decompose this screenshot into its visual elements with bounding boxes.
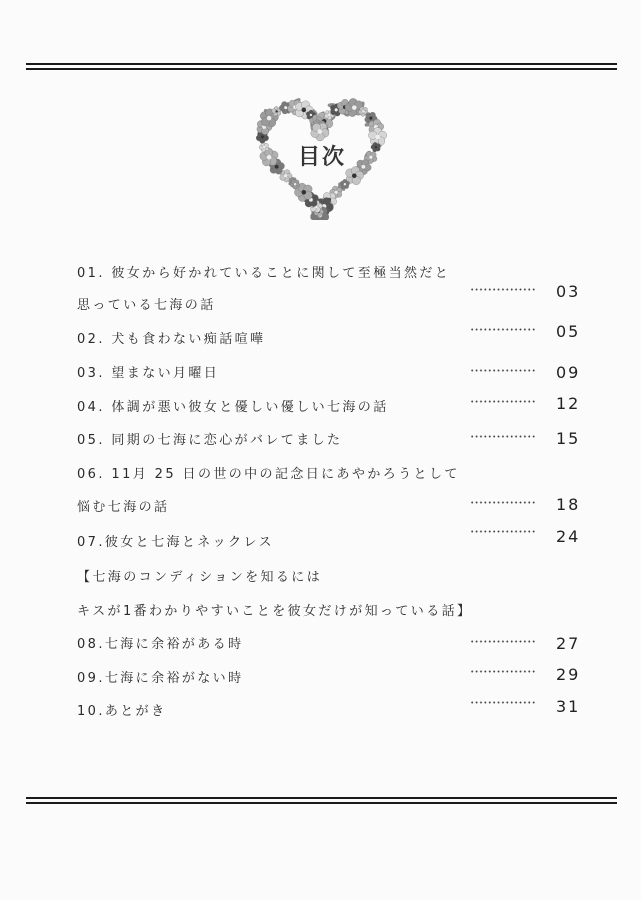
toc-entry-08[interactable]: 08.七海に余裕がある時 <box>77 637 244 652</box>
leader-dots <box>470 640 536 643</box>
leader-dots <box>470 530 536 533</box>
toc-page-07: 24 <box>556 527 581 546</box>
leader-dots <box>470 369 536 372</box>
toc-page-04: 12 <box>556 394 581 413</box>
toc-entry-03[interactable]: 03. 望まない月曜日 <box>77 366 220 381</box>
toc-entry-06-line2[interactable]: 悩む七海の話 <box>77 500 170 515</box>
toc-entry-04[interactable]: 04. 体調が悪い彼女と優しい優しい七海の話 <box>77 400 389 415</box>
leader-dots <box>470 701 536 704</box>
top-double-rule <box>26 63 617 70</box>
toc-page-05: 15 <box>556 429 581 448</box>
bottom-double-rule <box>26 797 617 804</box>
toc-page-09: 29 <box>556 665 581 684</box>
leader-dots <box>470 670 536 673</box>
toc-entry-01-line2[interactable]: 思っている七海の話 <box>77 298 216 313</box>
leader-dots <box>470 400 536 403</box>
toc-page-10: 31 <box>556 697 581 716</box>
toc-page-08: 27 <box>556 634 581 653</box>
wreath-flower <box>311 123 329 141</box>
toc-entry-02[interactable]: 02. 犬も食わない痴話喧嘩 <box>77 332 266 347</box>
toc-entry-10[interactable]: 10.あとがき <box>77 704 167 719</box>
leader-dots <box>470 328 536 331</box>
toc-section-line1[interactable]: 【七海のコンディションを知るには <box>77 570 323 585</box>
leader-dots <box>470 501 536 504</box>
toc-page-02: 05 <box>556 322 581 341</box>
toc-entry-06-line1[interactable]: 06. 11月 25 日の世の中の記念日にあやかろうとして <box>77 467 460 482</box>
toc-entry-09[interactable]: 09.七海に余裕がない時 <box>77 671 244 686</box>
toc-page-03: 09 <box>556 363 581 382</box>
toc-page-01: 03 <box>556 282 581 301</box>
toc-section-line2[interactable]: キスが1番わかりやすいことを彼女だけが知っている話】 <box>77 604 473 619</box>
leader-dots <box>470 288 536 291</box>
toc-entry-05[interactable]: 05. 同期の七海に恋心がバレてました <box>77 433 343 448</box>
wreath-flower <box>259 142 268 152</box>
toc-entry-07[interactable]: 07.彼女と七海とネックレス <box>77 535 274 550</box>
toc-heading: 目次 <box>297 145 346 170</box>
leader-dots <box>470 435 536 438</box>
toc-page-06: 18 <box>556 495 581 514</box>
toc-entry-01-line1[interactable]: 01. 彼女から好かれていることに関して至極当然だと <box>77 266 451 281</box>
